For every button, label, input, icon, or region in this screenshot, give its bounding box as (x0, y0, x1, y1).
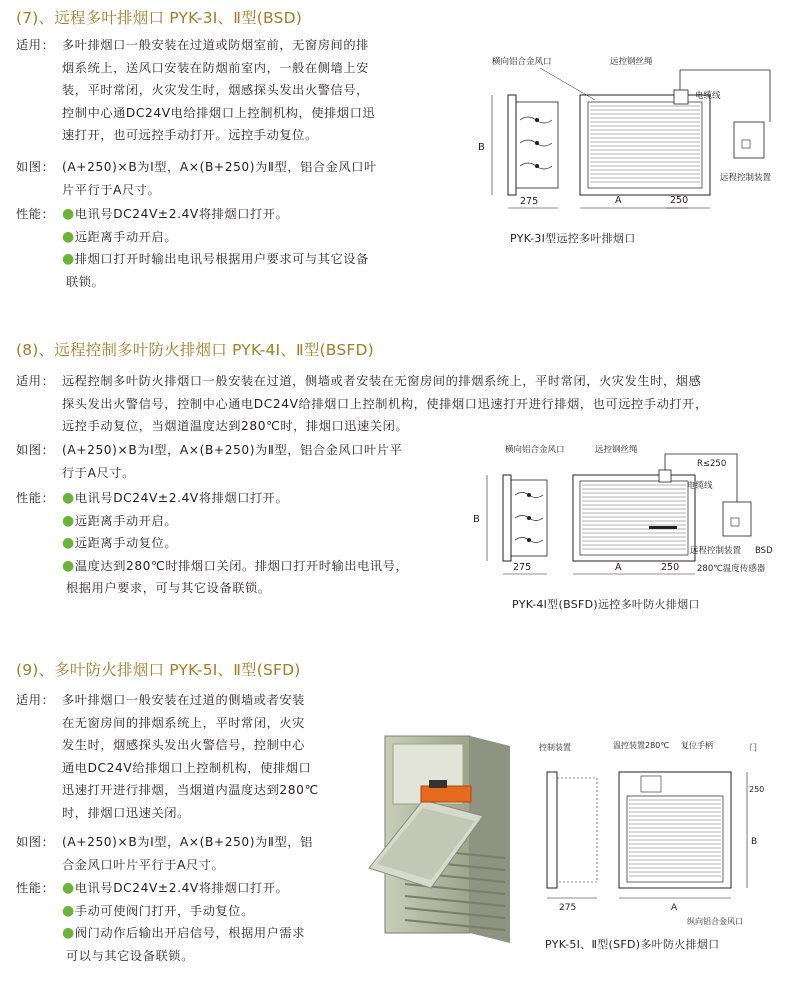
bullet-icon: ● (62, 206, 75, 222)
perf-text: ●电讯号DC24V±2.4V将排烟口打开。 ●远距离手动开启。 ●排烟口打开时输出电讯号根据用户要求可与其它设备 联锁。 (62, 206, 369, 289)
section-9-title: (9)、多叶防火排烟口 PYK-5Ⅰ、Ⅱ型(SFD) (16, 661, 301, 679)
section-8-title: (8)、远程控制多叶防火排烟口 PYK-4Ⅰ、Ⅱ型(BSFD) (16, 341, 374, 359)
bullet-icon: ● (62, 512, 75, 529)
svg-text:远程控制装置: 远程控制装置 (690, 546, 742, 556)
dim-b: B (478, 142, 485, 153)
svg-text:电缆线: 电缆线 (687, 481, 713, 491)
perf-label: 性能： (16, 881, 55, 895)
pyk4-diagram (465, 440, 795, 590)
svg-text:250: 250 (749, 785, 765, 794)
fig-label: 如图： (16, 443, 55, 457)
svg-text:A: A (671, 903, 678, 913)
svg-text:280℃温度传感器: 280℃温度传感器 (697, 564, 766, 574)
svg-text:横向铝合金风口: 横向铝合金风口 (492, 57, 552, 67)
use-text: 多叶排烟口一般安装在过道的侧墙或者安装 在无窗房间的排烟系统上，平时常闭，火灾 发生时，烟感探头发出火警信号，控制中心 通电DC24V给排烟口上控制机构，使排烟口 迅速打开进行排烟，当烟道内温度达到280℃ 时，排烟口迅速关闭。 (62, 693, 319, 820)
bullet-icon: ● (62, 490, 75, 506)
caption-pyk5: PYK-5Ⅰ、Ⅱ型(SFD)多叶防火排烟口 (545, 938, 720, 951)
use-label: 适用： (16, 693, 55, 707)
svg-text:横向铝合金风口: 横向铝合金风口 (505, 445, 565, 455)
pyk3-diagram (470, 40, 790, 240)
svg-text:纵向铝合金风口: 纵向铝合金风口 (687, 917, 743, 926)
use-label: 适用： (16, 374, 55, 388)
svg-text:远控钢丝绳: 远控钢丝绳 (610, 57, 653, 67)
bullet-icon: ● (62, 228, 75, 245)
svg-text:控制装置: 控制装置 (539, 743, 571, 752)
svg-text:R≤250: R≤250 (697, 459, 727, 469)
fig-label: 如图： (16, 160, 55, 174)
use-text: 多叶排烟口一般安装在过道或防烟室前，无窗房间的排 烟系统上，送风口安装在防烟前室内，一般在侧墙上安 装，平时常闭，火灾发生时，烟感探头发出火警信号， 控制中心通DC24V电给排烟口上控制机构，使排烟口迅 速打开，也可远控手动打开。远控手动复位。 (62, 38, 376, 143)
perf-label: 性能： (16, 207, 55, 221)
bullet-icon: ● (62, 925, 75, 942)
svg-text:远程控制装置: 远程控制装置 (720, 173, 772, 183)
svg-text:A: A (615, 195, 622, 206)
svg-text:275: 275 (513, 562, 532, 573)
svg-text:温控装置280℃: 温控装置280℃ (613, 741, 670, 750)
svg-text:门: 门 (749, 743, 757, 752)
bullet-icon: ● (62, 535, 75, 552)
caption-pyk4: PYK-4Ⅰ型(BSFD)远控多叶防火排烟口 (512, 598, 700, 611)
perf-text: ●电讯号DC24V±2.4V将排烟口打开。 ●手动可使阀门打开，手动复位。 ●阀门动作后输出开启信号，根据用户需求 可以与其它设备联锁。 (62, 880, 306, 963)
fig-text: (A+250)×B为Ⅰ型，A×(B+250)为Ⅱ型，铝合金风口叶片平 行于A尺寸。 (62, 443, 403, 480)
svg-text:250: 250 (670, 195, 689, 206)
caption-pyk3: PYK-3Ⅰ型远控多叶排烟口 (510, 232, 636, 245)
perf-label: 性能： (16, 491, 55, 505)
fig-text: (A+250)×B为Ⅰ型，A×(B+250)为Ⅱ型，铝 合金风口叶片平行于A尺寸。 (62, 835, 313, 872)
product-photo (365, 728, 525, 958)
fig-text: (A+250)×B为Ⅰ型，A×(B+250)为Ⅱ型，铝合金风口叶 片平行于A尺寸。 (62, 160, 377, 197)
svg-text:远控钢丝绳: 远控钢丝绳 (595, 445, 638, 455)
bullet-icon: ● (62, 902, 75, 919)
bullet-icon: ● (62, 557, 75, 574)
svg-text:复位手柄: 复位手柄 (681, 741, 713, 750)
use-label: 适用： (16, 38, 55, 52)
svg-text:275: 275 (520, 196, 539, 207)
svg-text:B: B (751, 837, 758, 847)
perf-text: ●电讯号DC24V±2.4V将排烟口打开。 ●远距离手动开启。 ●远距离手动复位。 ●温度达到280℃时排烟口关闭。排烟口打开时输出电讯号， 根据用户要求，可与其它设备联锁。 (62, 490, 409, 596)
pyk5-diagram (535, 738, 795, 928)
use-text: 远程控制多叶防火排烟口一般安装在过道，侧墙或者安装在无窗房间的排烟系统上，平时常闭，火灾发生时，烟感 探头发出火警信号，控制中心通电DC24V给排烟口上控制机构，使排烟口迅速打开进行排烟，也可远控手动打开， 远控手动复位，当烟道温度达到280℃时，排烟口迅速关闭。 (62, 374, 708, 434)
svg-text:B: B (473, 514, 480, 525)
svg-text:275: 275 (559, 903, 577, 913)
svg-text:250: 250 (661, 562, 680, 573)
section-7-title: (7)、远程多叶排烟口 PYK-3Ⅰ、Ⅱ型(BSD) (16, 9, 302, 27)
fig-label: 如图： (16, 835, 55, 849)
svg-text:BSD: BSD (755, 546, 773, 556)
bullet-icon: ● (62, 251, 75, 268)
svg-text:电缆线: 电缆线 (695, 91, 721, 101)
svg-text:A: A (615, 562, 622, 573)
bullet-icon: ● (62, 880, 75, 896)
